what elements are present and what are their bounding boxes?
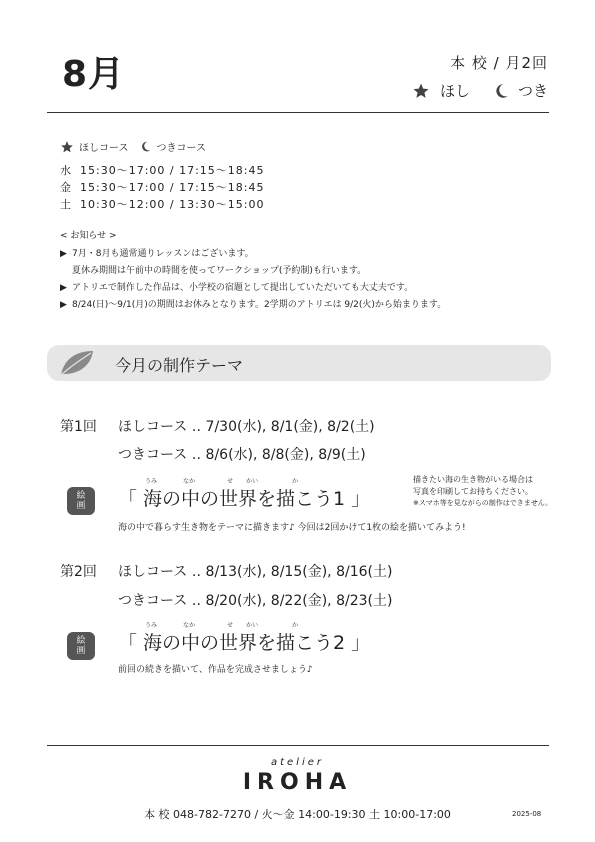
course-legend-small [60,139,206,154]
ruby-text: かい [246,478,259,485]
schedule-row [60,196,265,212]
schedule-day: 水 [60,164,72,177]
side-note: 描きたい海の生き物がいる場合は [413,475,533,484]
ruby-text: せ [227,622,234,629]
contact-info: 本 校 048-782-7270 / 火〜金 14:00-19:30 土 10:00-17:00 [144,808,451,821]
moon-label: つき [517,82,548,100]
session-moon-dates: つきコース ‥ 8/20(水), 8/22(金), 8/23(土) [118,593,393,609]
school-frequency: 本 校 / 月2回 [450,54,548,72]
schedule-times: 10:30〜12:00 / 13:30〜15:00 [80,198,265,211]
moon-course-label: つきコース [156,143,206,154]
schedule-row [60,162,265,178]
ruby-text: か [292,478,299,485]
side-note: 写真を印刷してお持ちください。 [413,487,533,496]
session-star-dates: ほしコース ‥ 7/30(水), 8/1(金), 8/2(土) [118,419,375,435]
schedule-times: 15:30〜17:00 / 17:15〜18:45 [80,181,265,194]
artwork-title: 「 海の中の世界を描こう2 」 [118,632,371,654]
star-course-label: ほしコース [79,143,129,154]
notice-item: ▶ 7月・8月も通常通りレッスンはございます。 [60,249,254,259]
schedule-day: 金 [60,181,72,194]
session-description: 海の中で暮らす生き物をテーマに描きます♪ 今回は2回かけて1枚の絵を描いてみよう! [118,523,466,533]
star-icon [60,140,74,154]
notice-text: アトリエで制作した作品は、小学校の宿題として提出していただいても大丈夫です。 [72,283,414,293]
ruby-text: うみ [145,478,158,485]
badge-top: 絵 [76,490,86,501]
badge-top: 絵 [76,635,86,646]
badge-bottom: 画 [76,646,86,656]
star-label: ほし [439,82,470,100]
session-description: 前回の続きを描いて、作品を完成させましょう♪ [118,665,313,675]
ruby-text: か [292,622,299,629]
schedule-day: 土 [60,198,72,211]
artwork-title: 「 海の中の世界を描こう1 」 [118,488,371,510]
star-icon [412,82,430,100]
ruby-text: うみ [145,622,158,629]
schedule-row [60,179,265,195]
ruby-text: なか [183,478,196,485]
theme-title: 今月の制作テーマ [115,356,244,375]
painting-badge [67,487,95,515]
course-legend [412,80,548,101]
notice-item: ▶ アトリエで制作した作品は、小学校の宿題として提出していただいても大丈夫です。 [60,283,414,293]
notice-text: 7月・8月も通常通りレッスンはございます。 [72,249,254,259]
notice-text: 8/24(日)〜9/1(月)の期間はお休みとなります。2学期のアトリエは 9/2(火)から始まります。 [72,300,447,310]
schedule-times: 15:30〜17:00 / 17:15〜18:45 [80,164,265,177]
brand-logo: IROHA [242,770,353,795]
ruby-text: かい [246,622,259,629]
leaf-icon [58,347,96,379]
crescent-moon-icon [492,82,510,100]
side-note: ※スマホ等を見ながらの制作はできません。 [413,499,553,507]
ruby-text: なか [183,622,196,629]
session-number: 第1回 [60,419,97,435]
crescent-moon-icon [139,140,152,153]
brand-prefix: atelier [270,757,325,768]
notice-heading: < お知らせ > [60,231,117,241]
session-number: 第2回 [60,564,97,580]
footer-divider [47,745,549,746]
page-title: 8月 [62,54,126,95]
issue-date: 2025-08 [512,810,542,818]
badge-bottom: 画 [76,501,86,511]
painting-badge [67,632,95,660]
header-divider [47,112,549,113]
notice-item: ▶ 8/24(日)〜9/1(月)の期間はお休みとなります。2学期のアトリエは 9/2(火)から始まります。 [60,300,447,310]
ruby-text: せ [227,478,234,485]
notice-subtext: 夏休み期間は午前中の時間を使ってワークショップ(予約制)も行います。 [72,266,367,276]
session-moon-dates: つきコース ‥ 8/6(水), 8/8(金), 8/9(土) [118,447,366,463]
session-star-dates: ほしコース ‥ 8/13(水), 8/15(金), 8/16(土) [118,564,393,580]
